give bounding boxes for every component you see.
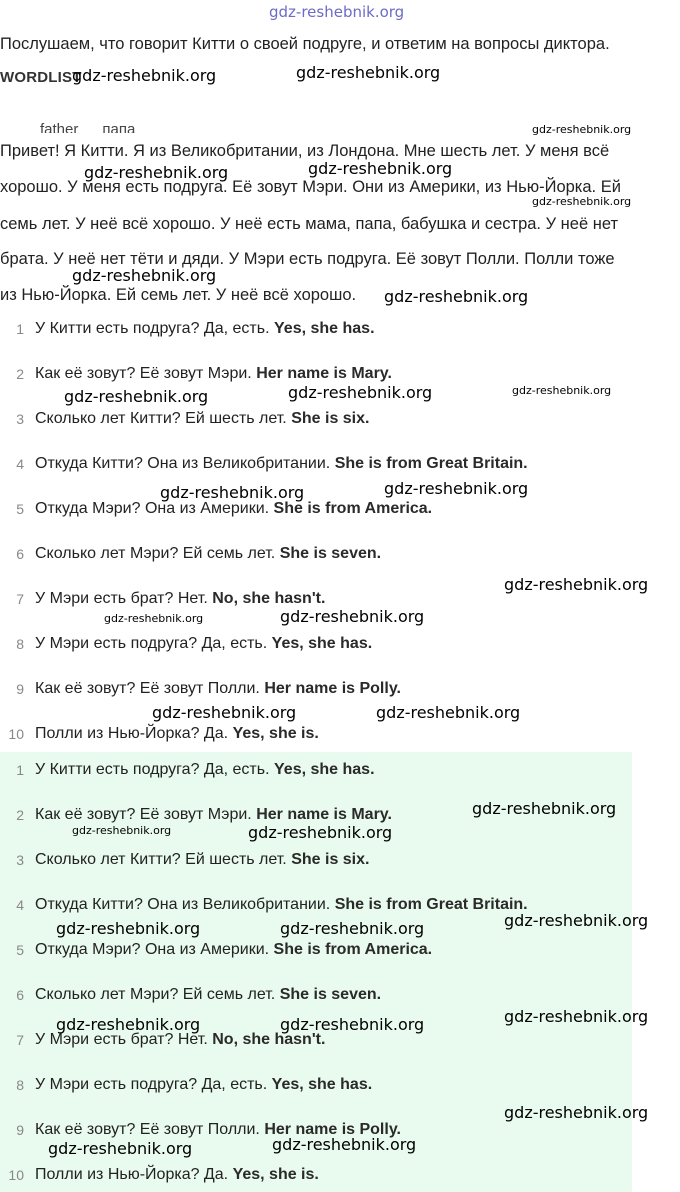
answer-row	[0, 1164, 632, 1186]
row-number: 9	[16, 1122, 24, 1138]
row-number: 5	[16, 501, 24, 517]
question-row	[0, 453, 632, 475]
watermark-text: gdz-reshebnik.org	[84, 163, 229, 182]
row-number: 3	[16, 411, 24, 427]
question-row	[0, 363, 632, 385]
answer-row	[0, 759, 632, 781]
question-row	[0, 633, 632, 655]
answer-english: No, she hasn't.	[212, 1031, 326, 1048]
question-russian: Откуда Мэри? Она из Америки.	[35, 500, 270, 517]
watermark-text: gdz-reshebnik.org	[48, 1139, 193, 1158]
question-text	[35, 678, 401, 700]
question-text	[35, 363, 392, 385]
answer-key-list	[0, 752, 632, 1192]
story-line: хорошо. У меня есть подруга. Её зовут Мэри. Они из Америки, из Нью-Йорка. Ей	[0, 178, 621, 196]
row-number: 2	[16, 366, 24, 382]
question-text	[35, 984, 381, 1006]
watermark-text: gdz-reshebnik.org	[280, 607, 425, 626]
question-text	[35, 894, 528, 916]
question-russian: Как её зовут? Её зовут Полли.	[35, 680, 260, 697]
question-russian: Как её зовут? Её зовут Мэри.	[35, 806, 252, 823]
watermark-text: gdz-reshebnik.org	[384, 287, 529, 306]
question-text	[35, 849, 369, 871]
row-number: 8	[16, 1077, 24, 1093]
watermark-text: gdz-reshebnik.org	[104, 612, 204, 625]
question-row	[0, 498, 632, 520]
watermark-text: gdz-reshebnik.org	[56, 919, 201, 938]
question-russian: Сколько лет Мэри? Ей семь лет.	[35, 986, 276, 1003]
answer-english: Her name is Mary.	[256, 365, 392, 382]
answer-english: She is six.	[291, 851, 370, 868]
question-row	[0, 318, 632, 340]
answer-english: No, she hasn't.	[212, 590, 326, 607]
row-number: 10	[8, 726, 24, 742]
watermark-text: gdz-reshebnik.org	[532, 195, 632, 208]
question-text	[35, 939, 432, 961]
watermark-text: gdz-reshebnik.org	[504, 575, 649, 594]
answer-english: She is seven.	[279, 986, 382, 1003]
answer-english: She is from Great Britain.	[334, 455, 528, 472]
question-russian: У Мэри есть подруга? Да, есть.	[35, 635, 268, 652]
answer-row	[0, 1074, 632, 1096]
watermark-text: gdz-reshebnik.org	[280, 919, 425, 938]
watermark-text: gdz-reshebnik.org	[504, 1007, 649, 1026]
question-text	[35, 759, 375, 781]
row-number: 7	[16, 1032, 24, 1048]
answer-english: Yes, she has.	[271, 635, 373, 652]
answer-row	[0, 849, 632, 871]
story-line: брата. У неё нет тёти и дяди. У Мэри есть подруга. Её зовут Полли. Полли тоже	[0, 250, 615, 268]
answer-english: Her name is Polly.	[264, 1121, 401, 1138]
row-number: 6	[16, 987, 24, 1003]
answer-english: She is from America.	[273, 500, 433, 517]
question-text	[35, 408, 369, 430]
question-russian: Сколько лет Мэри? Ей семь лет.	[35, 545, 276, 562]
watermark-text: gdz-reshebnik.org	[376, 703, 521, 722]
row-number: 6	[16, 546, 24, 562]
row-number: 1	[16, 762, 24, 778]
row-number: 7	[16, 591, 24, 607]
question-row	[0, 408, 632, 430]
story-line: Привет! Я Китти. Я из Великобритании, из Лондона. Мне шесть лет. У меня всё	[0, 142, 610, 160]
watermark-text: gdz-reshebnik.org	[504, 1103, 649, 1122]
answer-english: Yes, she has.	[271, 1076, 373, 1093]
answer-english: She is from America.	[273, 941, 433, 958]
watermark-text: gdz-reshebnik.org	[72, 266, 217, 285]
question-text	[35, 543, 381, 565]
question-text	[35, 453, 528, 475]
wordlist-heading: WORDLIST	[0, 69, 82, 86]
question-russian: У Мэри есть брат? Нет.	[35, 1031, 208, 1048]
row-number: 10	[8, 1167, 24, 1183]
answer-english: Yes, she has.	[274, 761, 375, 778]
answer-english: Yes, she is.	[232, 725, 319, 742]
story-line: семь лет. У неё всё хорошо. У неё есть мама, папа, бабушка и сестра. У неё нет	[0, 215, 619, 233]
row-number: 4	[16, 897, 24, 913]
intro-text: Послушаем, что говорит Китти о своей подруге, и ответим на вопросы диктора.	[0, 35, 610, 53]
question-russian: У Мэри есть брат? Нет.	[35, 590, 208, 607]
watermark-text: gdz-reshebnik.org	[296, 63, 441, 82]
watermark-text: gdz-reshebnik.org	[384, 479, 529, 498]
row-number: 8	[16, 636, 24, 652]
question-russian: Откуда Мэри? Она из Америки.	[35, 941, 270, 958]
wordlist-translation: папа	[102, 121, 136, 133]
watermark-text: gdz-reshebnik.org	[56, 1015, 201, 1034]
answer-english: Her name is Mary.	[256, 806, 392, 823]
question-russian: Сколько лет Китти? Ей шесть лет.	[35, 851, 287, 868]
watermark-text: gdz-reshebnik.org	[248, 823, 393, 842]
wordlist-row	[40, 121, 159, 133]
question-text	[35, 1074, 372, 1096]
question-text	[35, 633, 372, 655]
watermark-text: gdz-reshebnik.org	[288, 383, 433, 402]
question-russian: У Китти есть подруга? Да, есть.	[35, 320, 270, 337]
question-russian: Как её зовут? Её зовут Мэри.	[35, 365, 252, 382]
watermark-text: gdz-reshebnik.org	[280, 1015, 425, 1034]
row-number: 2	[16, 807, 24, 823]
watermark-text: gdz-reshebnik.org	[272, 1135, 417, 1154]
watermark-text: gdz-reshebnik.org	[152, 703, 297, 722]
question-russian: Сколько лет Китти? Ей шесть лет.	[35, 410, 287, 427]
watermark-text: gdz-reshebnik.org	[160, 483, 305, 502]
watermark-text: gdz-reshebnik.org	[72, 824, 172, 837]
watermark-text: gdz-reshebnik.org	[532, 123, 632, 136]
question-russian: Как её зовут? Её зовут Полли.	[35, 1121, 260, 1138]
watermark-text: gdz-reshebnik.org	[64, 387, 209, 406]
question-row	[0, 723, 632, 745]
watermark-text: gdz-reshebnik.org	[72, 66, 217, 85]
question-russian: У Китти есть подруга? Да, есть.	[35, 761, 270, 778]
question-russian: Полли из Нью-Йорка? Да.	[35, 1166, 229, 1183]
row-number: 1	[16, 321, 24, 337]
answer-english: Yes, she has.	[274, 320, 375, 337]
site-watermark-header[interactable]: gdz-reshebnik.org	[269, 3, 405, 21]
answer-english: She is from Great Britain.	[334, 896, 528, 913]
row-number: 4	[16, 456, 24, 472]
watermark-text: gdz-reshebnik.org	[504, 911, 649, 930]
answer-english: Her name is Polly.	[264, 680, 401, 697]
row-number: 3	[16, 852, 24, 868]
question-text	[35, 318, 375, 340]
question-row	[0, 543, 632, 565]
question-russian: Откуда Китти? Она из Великобритании.	[35, 455, 331, 472]
answer-english: She is six.	[291, 410, 370, 427]
answer-english: She is seven.	[279, 545, 382, 562]
watermark-text: gdz-reshebnik.org	[512, 384, 612, 397]
wordlist-word: father	[40, 121, 79, 133]
watermark-text: gdz-reshebnik.org	[308, 159, 453, 178]
question-text	[35, 1164, 319, 1186]
watermark-text: gdz-reshebnik.org	[472, 799, 617, 818]
answer-row	[0, 939, 632, 961]
row-number: 5	[16, 942, 24, 958]
answer-row	[0, 984, 632, 1006]
question-row	[0, 678, 632, 700]
question-text	[35, 723, 319, 745]
question-russian: Полли из Нью-Йорка? Да.	[35, 725, 229, 742]
question-russian: У Мэри есть подруга? Да, есть.	[35, 1076, 268, 1093]
answer-english: Yes, she is.	[232, 1166, 319, 1183]
row-number: 9	[16, 681, 24, 697]
question-russian: Откуда Китти? Она из Великобритании.	[35, 896, 331, 913]
story-line: из Нью-Йорка. Ей семь лет. У неё всё хорошо.	[0, 286, 357, 304]
